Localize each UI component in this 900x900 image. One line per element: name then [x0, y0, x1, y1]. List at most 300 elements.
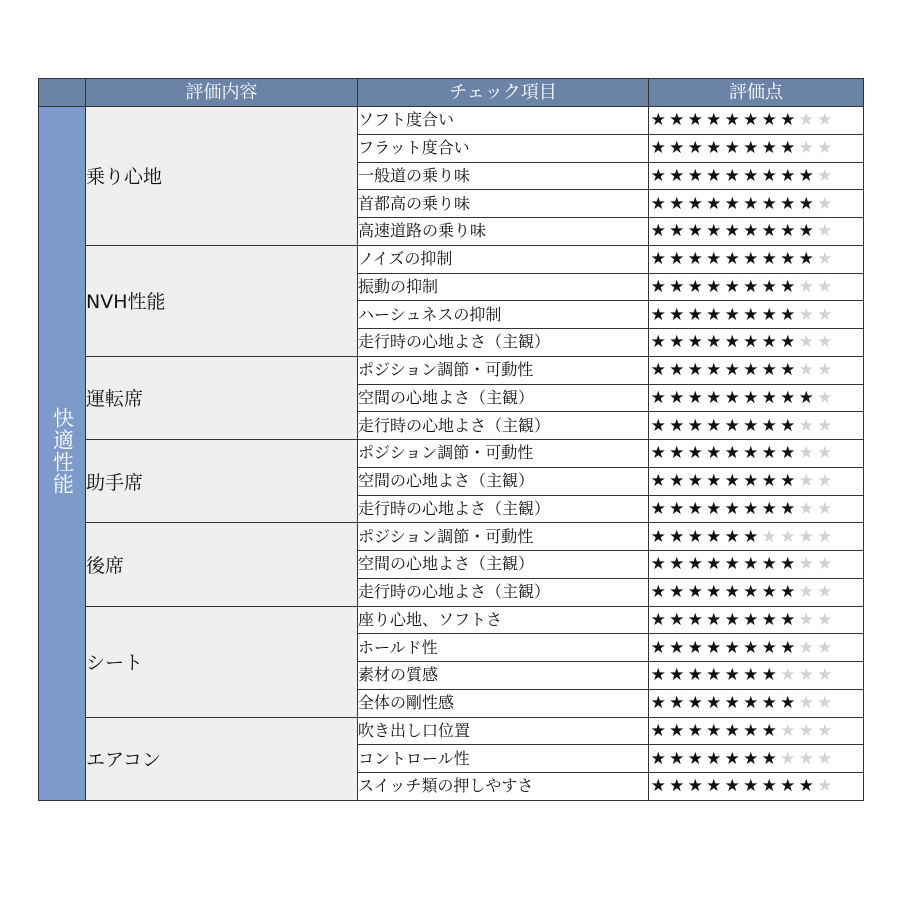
star-empty-icon: ★ [798, 110, 814, 131]
star-filled-icon: ★ [687, 526, 703, 547]
star-filled-icon: ★ [687, 748, 703, 769]
star-empty-icon: ★ [798, 304, 814, 325]
star-filled-icon: ★ [650, 221, 666, 242]
star-filled-icon: ★ [724, 526, 740, 547]
star-empty-icon: ★ [817, 387, 833, 408]
star-filled-icon: ★ [743, 498, 759, 519]
star-filled-icon: ★ [706, 776, 722, 797]
table-row [39, 356, 864, 384]
star-empty-icon: ★ [817, 609, 833, 630]
star-filled-icon: ★ [650, 498, 666, 519]
star-filled-icon: ★ [743, 110, 759, 131]
rating-cell [649, 634, 864, 662]
star-empty-icon: ★ [798, 332, 814, 353]
star-filled-icon: ★ [743, 221, 759, 242]
star-filled-icon: ★ [724, 193, 740, 214]
star-empty-icon: ★ [798, 693, 814, 714]
check-item-cell: 全体の剛性感 [358, 689, 649, 717]
star-empty-icon: ★ [817, 498, 833, 519]
star-empty-icon: ★ [817, 193, 833, 214]
star-filled-icon: ★ [687, 110, 703, 131]
star-filled-icon: ★ [743, 387, 759, 408]
star-filled-icon: ★ [706, 360, 722, 381]
rating-cell [649, 717, 864, 745]
star-filled-icon: ★ [650, 693, 666, 714]
check-item-cell: 走行時の心地よさ（主観） [358, 578, 649, 606]
star-empty-icon: ★ [798, 582, 814, 603]
rating-cell [649, 245, 864, 273]
star-filled-icon: ★ [724, 693, 740, 714]
rating-cell [649, 134, 864, 162]
star-filled-icon: ★ [687, 387, 703, 408]
star-filled-icon: ★ [706, 249, 722, 270]
star-filled-icon: ★ [761, 221, 777, 242]
star-filled-icon: ★ [743, 637, 759, 658]
category-cell: 乗り心地 [86, 107, 358, 246]
star-filled-icon: ★ [743, 720, 759, 741]
rating-cell [649, 440, 864, 468]
star-filled-icon: ★ [669, 110, 685, 131]
star-filled-icon: ★ [743, 443, 759, 464]
star-filled-icon: ★ [669, 720, 685, 741]
star-filled-icon: ★ [687, 138, 703, 159]
star-filled-icon: ★ [706, 693, 722, 714]
star-filled-icon: ★ [687, 498, 703, 519]
check-item-cell: ポジション調節・可動性 [358, 440, 649, 468]
star-empty-icon: ★ [780, 526, 796, 547]
category-cell: エアコン [86, 717, 358, 800]
check-item-cell: ハーシュネスの抑制 [358, 301, 649, 329]
star-empty-icon: ★ [798, 443, 814, 464]
star-filled-icon: ★ [669, 498, 685, 519]
check-item-cell: 空間の心地よさ（主観） [358, 551, 649, 579]
star-empty-icon: ★ [817, 554, 833, 575]
star-filled-icon: ★ [669, 332, 685, 353]
star-filled-icon: ★ [687, 582, 703, 603]
check-item-cell: ポジション調節・可動性 [358, 356, 649, 384]
star-filled-icon: ★ [724, 637, 740, 658]
check-item-cell: 空間の心地よさ（主観） [358, 384, 649, 412]
star-filled-icon: ★ [780, 498, 796, 519]
rating-cell [649, 273, 864, 301]
table-row [39, 523, 864, 551]
star-filled-icon: ★ [724, 443, 740, 464]
star-filled-icon: ★ [650, 471, 666, 492]
star-empty-icon: ★ [817, 221, 833, 242]
star-filled-icon: ★ [669, 249, 685, 270]
category-cell: NVH性能 [86, 245, 358, 356]
star-filled-icon: ★ [743, 193, 759, 214]
star-filled-icon: ★ [650, 387, 666, 408]
rating-cell [649, 162, 864, 190]
star-empty-icon: ★ [817, 276, 833, 297]
rating-cell [649, 190, 864, 218]
star-filled-icon: ★ [724, 665, 740, 686]
star-filled-icon: ★ [650, 609, 666, 630]
star-empty-icon: ★ [817, 748, 833, 769]
star-empty-icon: ★ [798, 360, 814, 381]
star-filled-icon: ★ [761, 471, 777, 492]
star-filled-icon: ★ [743, 165, 759, 186]
star-filled-icon: ★ [650, 526, 666, 547]
star-filled-icon: ★ [761, 193, 777, 214]
star-filled-icon: ★ [687, 776, 703, 797]
star-filled-icon: ★ [761, 415, 777, 436]
star-empty-icon: ★ [817, 526, 833, 547]
star-filled-icon: ★ [780, 110, 796, 131]
star-filled-icon: ★ [687, 443, 703, 464]
check-item-cell: 高速道路の乗り味 [358, 218, 649, 246]
star-filled-icon: ★ [780, 554, 796, 575]
star-filled-icon: ★ [669, 360, 685, 381]
star-filled-icon: ★ [761, 609, 777, 630]
star-filled-icon: ★ [724, 304, 740, 325]
star-filled-icon: ★ [706, 720, 722, 741]
star-filled-icon: ★ [706, 304, 722, 325]
rating-cell [649, 412, 864, 440]
category-cell: 後席 [86, 523, 358, 606]
star-empty-icon: ★ [817, 471, 833, 492]
star-filled-icon: ★ [669, 554, 685, 575]
star-filled-icon: ★ [687, 471, 703, 492]
star-filled-icon: ★ [687, 304, 703, 325]
star-filled-icon: ★ [706, 332, 722, 353]
star-filled-icon: ★ [687, 554, 703, 575]
star-filled-icon: ★ [780, 443, 796, 464]
star-filled-icon: ★ [669, 415, 685, 436]
star-filled-icon: ★ [706, 498, 722, 519]
table-row [39, 107, 864, 135]
star-empty-icon: ★ [817, 720, 833, 741]
star-filled-icon: ★ [724, 332, 740, 353]
check-item-cell: ノイズの抑制 [358, 245, 649, 273]
star-empty-icon: ★ [817, 443, 833, 464]
star-filled-icon: ★ [761, 498, 777, 519]
star-filled-icon: ★ [669, 665, 685, 686]
star-filled-icon: ★ [650, 110, 666, 131]
star-empty-icon: ★ [817, 693, 833, 714]
star-filled-icon: ★ [669, 138, 685, 159]
star-filled-icon: ★ [743, 360, 759, 381]
star-filled-icon: ★ [780, 165, 796, 186]
rating-cell [649, 384, 864, 412]
rating-cell [649, 551, 864, 579]
star-filled-icon: ★ [761, 332, 777, 353]
rating-cell [649, 662, 864, 690]
star-filled-icon: ★ [724, 276, 740, 297]
star-filled-icon: ★ [798, 249, 814, 270]
star-filled-icon: ★ [761, 249, 777, 270]
star-filled-icon: ★ [650, 720, 666, 741]
star-filled-icon: ★ [724, 748, 740, 769]
star-filled-icon: ★ [687, 609, 703, 630]
star-filled-icon: ★ [743, 276, 759, 297]
rating-cell [649, 745, 864, 773]
check-item-cell: 素材の質感 [358, 662, 649, 690]
star-filled-icon: ★ [780, 249, 796, 270]
star-filled-icon: ★ [743, 693, 759, 714]
star-filled-icon: ★ [761, 443, 777, 464]
star-filled-icon: ★ [780, 387, 796, 408]
star-empty-icon: ★ [798, 665, 814, 686]
side-label-cell [39, 107, 86, 801]
star-filled-icon: ★ [761, 165, 777, 186]
star-filled-icon: ★ [650, 193, 666, 214]
table-row [39, 606, 864, 634]
star-filled-icon: ★ [724, 249, 740, 270]
rating-cell [649, 107, 864, 135]
rating-cell [649, 495, 864, 523]
star-filled-icon: ★ [706, 637, 722, 658]
evaluation-table [38, 78, 864, 801]
star-filled-icon: ★ [650, 415, 666, 436]
star-filled-icon: ★ [724, 415, 740, 436]
star-filled-icon: ★ [650, 165, 666, 186]
star-empty-icon: ★ [798, 276, 814, 297]
star-filled-icon: ★ [724, 609, 740, 630]
star-empty-icon: ★ [817, 776, 833, 797]
star-filled-icon: ★ [650, 249, 666, 270]
star-filled-icon: ★ [761, 138, 777, 159]
star-empty-icon: ★ [780, 748, 796, 769]
star-empty-icon: ★ [817, 165, 833, 186]
star-filled-icon: ★ [706, 554, 722, 575]
star-filled-icon: ★ [780, 332, 796, 353]
table-header-row [39, 79, 864, 107]
star-filled-icon: ★ [650, 748, 666, 769]
star-filled-icon: ★ [669, 165, 685, 186]
star-filled-icon: ★ [780, 360, 796, 381]
star-filled-icon: ★ [706, 221, 722, 242]
star-filled-icon: ★ [780, 471, 796, 492]
check-item-cell: 空間の心地よさ（主観） [358, 467, 649, 495]
star-filled-icon: ★ [724, 165, 740, 186]
star-empty-icon: ★ [798, 471, 814, 492]
star-filled-icon: ★ [706, 387, 722, 408]
star-filled-icon: ★ [706, 609, 722, 630]
star-filled-icon: ★ [780, 221, 796, 242]
star-filled-icon: ★ [706, 526, 722, 547]
rating-cell [649, 578, 864, 606]
star-filled-icon: ★ [706, 165, 722, 186]
star-filled-icon: ★ [687, 693, 703, 714]
check-item-cell: ホールド性 [358, 634, 649, 662]
star-filled-icon: ★ [687, 249, 703, 270]
rating-cell [649, 773, 864, 801]
category-cell: 運転席 [86, 356, 358, 439]
star-filled-icon: ★ [761, 693, 777, 714]
star-empty-icon: ★ [817, 582, 833, 603]
star-filled-icon: ★ [724, 471, 740, 492]
star-filled-icon: ★ [669, 582, 685, 603]
star-filled-icon: ★ [669, 637, 685, 658]
star-filled-icon: ★ [724, 498, 740, 519]
check-item-cell: コントロール性 [358, 745, 649, 773]
rating-cell [649, 606, 864, 634]
star-empty-icon: ★ [780, 720, 796, 741]
star-empty-icon: ★ [798, 637, 814, 658]
star-filled-icon: ★ [780, 415, 796, 436]
star-empty-icon: ★ [798, 720, 814, 741]
star-filled-icon: ★ [724, 582, 740, 603]
star-filled-icon: ★ [706, 138, 722, 159]
header-item-cell: チェック項目 [358, 79, 649, 107]
star-filled-icon: ★ [669, 443, 685, 464]
star-filled-icon: ★ [706, 443, 722, 464]
star-filled-icon: ★ [761, 110, 777, 131]
star-empty-icon: ★ [798, 138, 814, 159]
star-filled-icon: ★ [780, 776, 796, 797]
rating-cell [649, 523, 864, 551]
star-empty-icon: ★ [817, 138, 833, 159]
check-item-cell: 首都高の乗り味 [358, 190, 649, 218]
star-empty-icon: ★ [798, 498, 814, 519]
star-filled-icon: ★ [743, 249, 759, 270]
rating-cell [649, 356, 864, 384]
star-filled-icon: ★ [743, 665, 759, 686]
star-filled-icon: ★ [650, 304, 666, 325]
check-item-cell: フラット度合い [358, 134, 649, 162]
category-cell: 助手席 [86, 440, 358, 523]
star-empty-icon: ★ [798, 554, 814, 575]
star-filled-icon: ★ [706, 748, 722, 769]
star-filled-icon: ★ [780, 304, 796, 325]
star-filled-icon: ★ [669, 387, 685, 408]
star-empty-icon: ★ [817, 637, 833, 658]
star-filled-icon: ★ [743, 304, 759, 325]
star-empty-icon: ★ [761, 526, 777, 547]
star-filled-icon: ★ [743, 332, 759, 353]
star-empty-icon: ★ [817, 665, 833, 686]
star-filled-icon: ★ [761, 720, 777, 741]
star-filled-icon: ★ [687, 415, 703, 436]
star-filled-icon: ★ [780, 693, 796, 714]
star-filled-icon: ★ [669, 526, 685, 547]
star-filled-icon: ★ [743, 554, 759, 575]
star-filled-icon: ★ [706, 582, 722, 603]
star-filled-icon: ★ [724, 221, 740, 242]
star-filled-icon: ★ [669, 693, 685, 714]
star-filled-icon: ★ [669, 776, 685, 797]
star-empty-icon: ★ [817, 332, 833, 353]
star-filled-icon: ★ [687, 665, 703, 686]
star-filled-icon: ★ [706, 193, 722, 214]
star-filled-icon: ★ [669, 748, 685, 769]
star-filled-icon: ★ [706, 665, 722, 686]
star-filled-icon: ★ [650, 443, 666, 464]
rating-cell [649, 467, 864, 495]
star-filled-icon: ★ [798, 776, 814, 797]
star-filled-icon: ★ [650, 582, 666, 603]
check-item-cell: スイッチ類の押しやすさ [358, 773, 649, 801]
star-filled-icon: ★ [761, 582, 777, 603]
star-empty-icon: ★ [817, 415, 833, 436]
star-empty-icon: ★ [798, 748, 814, 769]
star-filled-icon: ★ [650, 360, 666, 381]
star-filled-icon: ★ [669, 304, 685, 325]
star-filled-icon: ★ [798, 165, 814, 186]
rating-cell [649, 301, 864, 329]
star-filled-icon: ★ [687, 332, 703, 353]
star-filled-icon: ★ [724, 110, 740, 131]
star-filled-icon: ★ [798, 193, 814, 214]
star-filled-icon: ★ [798, 387, 814, 408]
star-filled-icon: ★ [669, 193, 685, 214]
check-item-cell: 座り心地、ソフトさ [358, 606, 649, 634]
star-filled-icon: ★ [761, 554, 777, 575]
star-filled-icon: ★ [706, 276, 722, 297]
star-filled-icon: ★ [669, 471, 685, 492]
star-filled-icon: ★ [687, 221, 703, 242]
check-item-cell: 走行時の心地よさ（主観） [358, 495, 649, 523]
star-empty-icon: ★ [817, 110, 833, 131]
star-filled-icon: ★ [669, 221, 685, 242]
star-filled-icon: ★ [761, 665, 777, 686]
side-label: 快適性能 [50, 407, 75, 496]
star-filled-icon: ★ [669, 276, 685, 297]
star-filled-icon: ★ [780, 276, 796, 297]
star-filled-icon: ★ [761, 776, 777, 797]
category-cell: シート [86, 606, 358, 717]
star-empty-icon: ★ [798, 609, 814, 630]
star-filled-icon: ★ [650, 665, 666, 686]
rating-cell [649, 689, 864, 717]
star-filled-icon: ★ [687, 193, 703, 214]
star-filled-icon: ★ [687, 360, 703, 381]
star-filled-icon: ★ [780, 637, 796, 658]
star-filled-icon: ★ [743, 415, 759, 436]
check-item-cell: 吹き出し口位置 [358, 717, 649, 745]
star-filled-icon: ★ [650, 138, 666, 159]
star-filled-icon: ★ [706, 415, 722, 436]
rating-cell [649, 329, 864, 357]
star-filled-icon: ★ [669, 609, 685, 630]
star-filled-icon: ★ [761, 276, 777, 297]
star-filled-icon: ★ [687, 720, 703, 741]
star-filled-icon: ★ [761, 360, 777, 381]
star-filled-icon: ★ [650, 332, 666, 353]
star-empty-icon: ★ [780, 665, 796, 686]
star-empty-icon: ★ [817, 360, 833, 381]
check-item-cell: 振動の抑制 [358, 273, 649, 301]
check-item-cell: ポジション調節・可動性 [358, 523, 649, 551]
table-row [39, 245, 864, 273]
star-filled-icon: ★ [650, 276, 666, 297]
table-row [39, 440, 864, 468]
star-filled-icon: ★ [724, 387, 740, 408]
star-empty-icon: ★ [798, 526, 814, 547]
check-item-cell: 一般道の乗り味 [358, 162, 649, 190]
star-filled-icon: ★ [650, 637, 666, 658]
star-empty-icon: ★ [817, 304, 833, 325]
star-filled-icon: ★ [798, 221, 814, 242]
star-filled-icon: ★ [743, 138, 759, 159]
star-filled-icon: ★ [761, 637, 777, 658]
star-filled-icon: ★ [743, 776, 759, 797]
star-filled-icon: ★ [724, 138, 740, 159]
star-filled-icon: ★ [724, 360, 740, 381]
star-filled-icon: ★ [780, 609, 796, 630]
star-filled-icon: ★ [743, 526, 759, 547]
star-empty-icon: ★ [798, 415, 814, 436]
star-filled-icon: ★ [724, 554, 740, 575]
star-filled-icon: ★ [706, 471, 722, 492]
check-item-cell: 走行時の心地よさ（主観） [358, 329, 649, 357]
header-score-cell: 評価点 [649, 79, 864, 107]
star-filled-icon: ★ [761, 748, 777, 769]
star-filled-icon: ★ [687, 165, 703, 186]
header-blank-cell [39, 79, 86, 107]
